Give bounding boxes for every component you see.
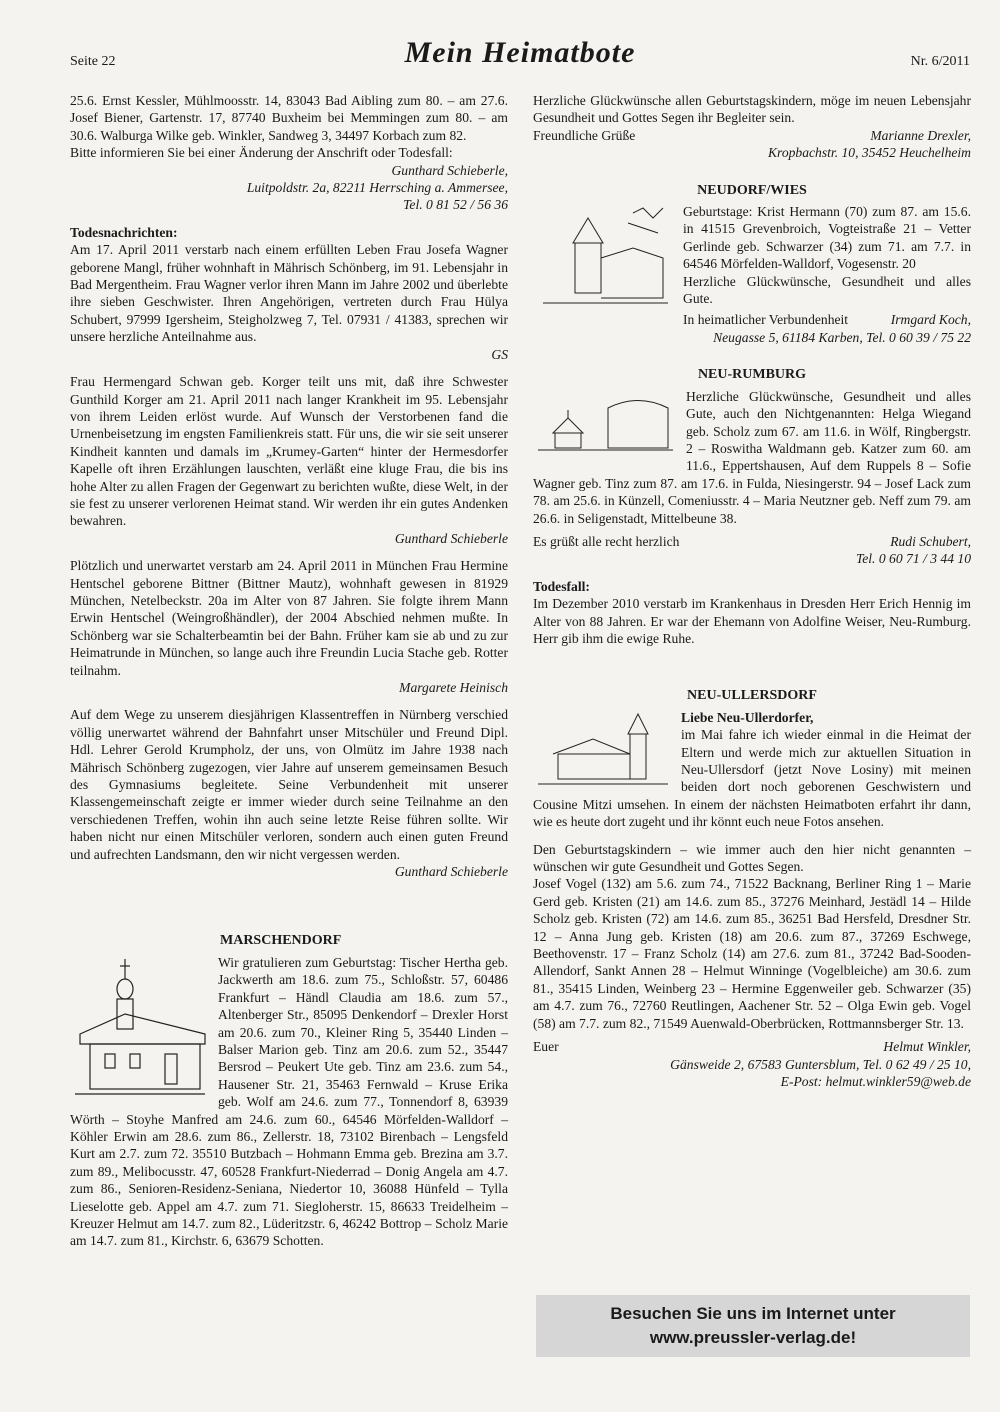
signature-email: E-Post: helmut.winkler59@web.de xyxy=(780,1073,971,1089)
birthday-list: 25.6. Ernst Kessler, Mühlmoosstr. 14, 83043 Bad Aibling zum 80. – am 27.6. Josef Biener, Gartenstr. 17, 87740 Buxheim bei Memmingen zum 80. – am 30.6. Walburga Wilke geb. Winkler, Sandweg 3, 34497 Korbach zum 82. xyxy=(70,93,508,143)
obituary: Plötzlich und unerwartet verstarb am 24. April 2011 in München Frau Hermine Hentschel geborene Bittner (Bittner Mautz), wohnhaft gewesen in 81929 München, Netelbeckstr. 20a im Alter von 87 Jahren. Sie folgte ihrem Mann Erwin Hentschel (Weingroßhändler), der 2004 Abschied nehmen mußte. In Schönberg war sie Schalterbeamtin bei der Bahn. Früher kam sie ab und zu zur Heimatrunde in München, so lange auch ihre Freundin Lucia Stache geb. Rotter teilnahm. xyxy=(70,558,508,678)
birthday-list: Josef Vogel (132) am 5.6. zum 74., 71522 Backnang, Berliner Ring 1 – Marie Gerd geb. Kristen (21) am 14.6. zum 85., 37276 Meinhard, Jestädl 14 – Hilde Scholz geb. Kristen (72) am 14.6. zum 85., 36251 Bad Hersfeld, Dresdner Str. 12 – Anna Jung geb. Kristen (18) am 20.6. zum 87., 37269 Eschwege, Beethovenstr. 17 – Franz Scholz (14) am 27.6. zum 81., 37242 Bad-Sooden-Allendorf, Sankt Annen 28 – Helmut Winninge (Vogelbleiche) am 30.6. zum 81., 35415 Linden, Weinberg 23 – Hermine Eggenweiler geb. Schwarzer (35) am 4.7. zum 76., 72760 Reutlingen, Aachener Str. 52 – Olga Ewin geb. Vogel (58) am 7.7. zum 82., 71549 Auenwald-Oberbrücken, Rottmannsberger Str. 13. xyxy=(533,876,971,1031)
village-illustration xyxy=(533,388,678,458)
church-illustration xyxy=(533,709,673,794)
signature-address: Gänsweide 2, 67583 Guntersblum, Tel. 0 62 49 / 25 10, xyxy=(670,1056,971,1072)
website-ad[interactable] xyxy=(536,1295,970,1357)
signature-address: Neugasse 5, 61184 Karben, Tel. 0 60 39 / 75 22 xyxy=(713,329,971,345)
signature: Marianne Drexler, xyxy=(870,127,971,143)
chapel-illustration xyxy=(70,954,210,1104)
closing: Es grüßt alle recht herzlich xyxy=(533,533,680,549)
masthead: Mein Heimatbote xyxy=(404,36,636,69)
letter-text: im Mai fahre ich wieder einmal in die Heimat der Eltern und werde mich zur aktuellen Situation in Neu-Ullersdorf (jetzt Nove Losiny) mit meinen beiden dort noch geborenen Geschwistern und Cousine Mitzi umsehen. In einem der nächsten Heimatboten erfahrt ihr dann, wie es heute dort zugeht und ihr könnt euch neue Fotos ansehen. xyxy=(533,727,971,830)
signature-address: Luitpoldstr. 2a, 82211 Herrsching a. Ammersee, xyxy=(246,180,508,196)
greeting: Herzliche Glückwünsche allen Geburtstagskindern, möge im neuen Lebensjahr Gesundheit und Gottes Segen ihr Begleiter sein. xyxy=(533,93,971,126)
ad-line: Besuchen Sie uns im Internet unter xyxy=(610,1304,896,1323)
birthday-list: Herzliche Glückwünsche, Gesundheit und alles Gute, auch den Nichtgenannten: Helga Wiegand geb. Scholz zum 67. am 11.6. in Wölf, Ringbergstr. 2 – Roswitha Waldmann geb. Katzer zum 60. am 11.6., Eppertshausen, Auf dem Ruppels 8 – Sofie Wagner geb. Tinz zum 87. am 17.6. in Fulda, Niesingerstr. 94 – Josef Lack zum 78. am 25.6. in Künzell, Comeniusstr. 4 – Maria Neutzner geb. Neff zum 79. am 26.6. in Seligenstadt, Mittelbeune 38. xyxy=(533,388,971,526)
right-column xyxy=(533,92,971,1090)
notice-text: Bitte informieren Sie bei einer Änderung der Anschrift oder Todesfall: xyxy=(70,145,453,161)
signature: Gunthard Schieberle xyxy=(394,530,508,546)
signature-phone: Tel. 0 60 71 / 3 44 10 xyxy=(855,551,971,567)
section-heading: MARSCHENDORF xyxy=(220,933,342,949)
obituary: Auf dem Wege zu unserem diesjährigen Klassentreffen in Nürnberg verschied völlig unerwartet während der Bahnfahrt unser Mitschüler und Freund Dipl. Hdl. Lehrer Gerold Krumpholz, der uns, von Olmütz im Jahre 1938 nach Mährisch Schönberg zugezogen, vier Jahre auf unserem gemeinsamen Besuch des Gymnasiums begleitete. Seine Verbundenheit mit unserer Klassengemeinschaft zeigte er immer wieder durch seine Teilnahme an den verschiedenen Treffen, wohin ihn auch seine letzte Reise führen sollte. Wir haben nicht nur einen Mitschüler verloren, sondern auch einen guten Freund und aufrechten Landsmann, den wir nicht vergessen werden. xyxy=(70,707,508,862)
section-heading: Todesfall: xyxy=(533,578,590,594)
signature: Gunthard Schieberle, xyxy=(391,162,508,178)
obituary: Im Dezember 2010 verstarb im Krankenhaus in Dresden Herr Erich Hennig im Alter von 88 Jahren. Er war der Ehemann von Adolfine Weiser, Neu-Rumburg. Herr gib ihm die ewige Ruhe. xyxy=(533,596,971,646)
issue-number: Nr. 6/2011 xyxy=(910,54,970,69)
signature: GS xyxy=(491,346,508,362)
page-number: Seite 22 xyxy=(70,54,116,69)
signature: Gunthard Schieberle xyxy=(394,864,508,880)
signature: Helmut Winkler, xyxy=(883,1039,971,1055)
greeting: Den Geburtstagskindern – wie immer auch den hier nicht genannten – wünschen wir gute Gesundheit und Gottes Segen. xyxy=(533,841,971,875)
ad-url[interactable]: www.preussler-verlag.de! xyxy=(649,1328,857,1347)
closing: Euer xyxy=(533,1039,559,1055)
section-heading: NEU-RUMBURG xyxy=(697,367,807,383)
letter-greeting: Liebe Neu-Ullerdorfer, xyxy=(681,709,814,725)
obituary: Frau Hermengard Schwan geb. Korger teilt uns mit, daß ihre Schwester Gunthild Korger am 21. April 2011 nach langer Krankheit im 95. Lebensjahr von ihrem Leiden erlöst wurde. Auf Wunsch der Verstorbenen fand die Urnenbeisetzung im engsten Familienkreis statt. Für uns, die wir sie seit unserer Kindheit kannten und damals im „Krumey-Garten“ hinter der Hermesdorfer Kapelle oft ihren Erzählungen lauschten, verläßt eine kluge Frau, die bis ins hohe Alter zu allen Fragen der Gegenwart zu berichten wußte, diese Welt, in der sie fest zu unserer verlorenen Heimat stand. Wir werden ihr ein gutes Andenken bewahren. xyxy=(70,374,508,529)
signature-phone: Tel. 0 81 52 / 56 36 xyxy=(403,197,508,213)
section-heading: NEU-ULLERSDORF xyxy=(687,688,817,704)
page-header xyxy=(70,36,970,84)
birthday-list: Geburtstage: Krist Hermann (70) zum 87. am 15.6. in 41515 Grevenbroich, Vogteistraße 21 – Vetter Gerlinde geb. Schwarzer (34) zum 71. am 7.7. in 64546 Mörfelden-Walldorf, Vogesenstr. 20 xyxy=(683,204,971,272)
church-illustration xyxy=(533,203,675,323)
obituary: Am 17. April 2011 verstarb nach einem erfüllten Leben Frau Josefa Wagner geborene Mangl, früher wohnhaft in Mährisch Schönberg, im 91. Lebensjahr in Bad Mergentheim. Frau Wagner verlor ihren Mann im Jahre 2002 und überlebte ihre sieben Geschwister. Ihren Angehörigen, vertreten durch Frau Hülya Schubert, 97999 Igersheim, Steigholzweg 7, Tel. 07931 / 41383, sprechen wir unsere herzliche Anteilnahme aus. xyxy=(70,242,508,345)
greeting: Herzliche Glückwünsche, Gesundheit und alles Gute. xyxy=(683,273,971,307)
signature: Margarete Heinisch xyxy=(399,680,508,695)
closing: In heimatlicher Verbundenheit xyxy=(683,312,849,328)
birthday-list: Wir gratulieren zum Geburtstag: Tischer Hertha geb. Jackwerth am 18.6. zum 75., Schloßstr. 57, 60486 Frankfurt – Händl Claudia am 18.6. zum 57., Altenberger Str., 85095 Denkendorf – Drexler Horst am 20.6. zum 70., Kleiner Ring 5, 35440 Linden – Balser Marion geb. Tinz am 20.6. zum 52., 35447 Bersrod – Peukert Ute geb. Tinz am 23.6. zum 54., Hausener Str. 21, 35463 Fernwald – Kruse Erika geb. Wolf am 24.6. zum 77., Tonnendorf 8, 63939 Wörth – Stoyhe Manfred am 24.6. zum 60., 64546 Mörfelden-Walldorf – Köhler Erwin am 28.6. zum 86., Zellerstr. 18, 73102 Birenbach – Lengsfeld Kurt am 2.7. zum 72. 35510 Butzbach – Hohmann Emma geb. Brezina am 3.7. zum 89., Melibocusstr. 47, 60528 Frankfurt-Niederrad – Donig Angela am 4.7. zum 86., Senioren-Residenz-Seniana, Niedertor 10, 36088 Hünfeld – Tylla Lieselotte geb. Appel am 4.7. zum 71. Siegloherstr. 15, 86633 Treidelheim – Kreuzer Helmut am 14.7. zum 82., Lüderitzstr. 6, 46242 Bottrop – Scholz Marie am 14.7. zum 81., Kirchstr. 6, 63679 Schotten. xyxy=(70,954,508,1249)
section-heading: NEUDORF/WIES xyxy=(697,182,807,198)
signature: Irmgard Koch, xyxy=(890,312,971,328)
closing: Freundliche Grüße xyxy=(533,127,636,143)
signature-address: Kropbachstr. 10, 35452 Heuchelheim xyxy=(767,145,971,161)
signature: Rudi Schubert, xyxy=(890,533,971,549)
left-column xyxy=(70,92,508,1250)
section-heading: Todesnachrichten: xyxy=(70,224,178,240)
